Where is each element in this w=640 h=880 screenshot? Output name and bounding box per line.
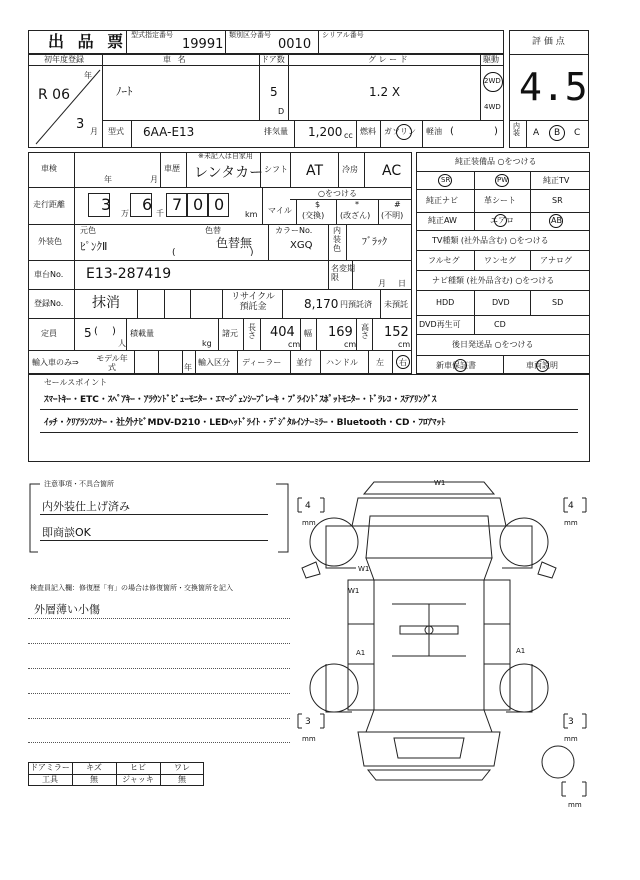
recycle-unit: 円預託済 xyxy=(340,300,372,309)
rear-fenders xyxy=(326,664,532,712)
mileage-label: 走行距離 xyxy=(33,200,65,209)
meter-hash: # xyxy=(394,200,401,209)
sheet-title: 出 品 票 xyxy=(48,32,128,51)
model-year-unit: 年 xyxy=(184,363,192,372)
steering-left: 左 xyxy=(376,358,384,367)
tire-lf-mm: mm xyxy=(302,519,316,527)
tire-bracket-spare xyxy=(562,782,586,796)
mark-w1-top: W1 xyxy=(434,479,446,487)
door-label: ドア数 xyxy=(261,55,285,64)
capacity-label: 定員 xyxy=(41,329,57,338)
chassis-value: E13-287419 xyxy=(86,266,172,282)
name-change-label: 名変期限 xyxy=(331,264,355,283)
meter-attach: ○をつける xyxy=(318,189,357,198)
width-cm: cm xyxy=(344,340,357,349)
left-mirror xyxy=(302,562,320,578)
model-value: 6AA-E13 xyxy=(143,125,195,139)
color-no-label: カラーNo. xyxy=(275,226,313,235)
type-cert-label: 型式指定番号 xyxy=(131,31,173,39)
import-class-label: 輸入区分 xyxy=(198,358,230,367)
right-mirror xyxy=(538,562,556,578)
rating-value: 4.5 xyxy=(519,65,588,109)
reg-year-unit: 年 xyxy=(84,71,92,80)
meter-unknown: (不明) xyxy=(381,211,404,220)
equip-ab: AB xyxy=(551,216,562,225)
tire-spare-mm: mm xyxy=(568,801,582,809)
right-rear-wheel xyxy=(500,664,548,712)
history-note: ※未記入は自家用 xyxy=(198,152,253,160)
recycle-label: リサイクル預託金 xyxy=(231,292,275,312)
car-name-label: 車 名 xyxy=(163,55,188,64)
first-reg-label: 初年度登録 xyxy=(44,55,84,64)
tire-bracket-lr xyxy=(298,714,302,728)
door-type: D xyxy=(278,107,285,116)
tire-bracket-lr-close xyxy=(320,714,324,728)
mileage-digit-2: 6 xyxy=(142,195,153,214)
sales-point-line-1: ｽﾏｰﾄｷｰ・ETC・ｽﾍﾟｱｷｰ・ｱﾗｳﾝﾄﾞﾋﾞｭｰﾓﾆﾀｰ・ｴﾏｰｼﾞｪﾝｼｰﾌﾞﾚｰｷ・ﾌﾞﾗｲﾝﾄﾞｽﾎﾟｯﾄﾓﾆﾀｰ・ﾄﾞﾗﾚｺ・ｽﾃｱﾘﾝｸﾞｽ xyxy=(44,395,437,405)
meter-mile: マイル xyxy=(268,206,292,215)
trunk xyxy=(358,732,500,766)
door-count: 5 xyxy=(270,85,278,99)
fuel-other-bracket-open: ( xyxy=(450,126,454,137)
inspection-month-unit: 月 xyxy=(150,175,158,184)
mileage-sen-unit: 千 xyxy=(156,209,164,218)
tv-oneseg: ワンセグ xyxy=(484,256,516,265)
reg-month: 3 xyxy=(76,117,85,132)
repaint-value: 色替無 xyxy=(216,236,253,250)
equip-pure-aw: 純正AW xyxy=(428,216,457,225)
later-manual-circle xyxy=(536,359,549,372)
chassis-label: 車台No. xyxy=(34,270,64,279)
equip-pure-tv: 純正TV xyxy=(543,176,570,185)
steering-right: 右 xyxy=(399,358,407,367)
mark-a1-left: A1 xyxy=(356,649,366,657)
meter-star: * xyxy=(355,200,359,209)
later-warranty-circle xyxy=(454,359,467,372)
notes-bracket xyxy=(28,478,290,558)
recycle-value: 8,170 xyxy=(304,297,339,311)
import-label: 輸入車のみ⇒ xyxy=(32,358,79,367)
left-front-wheel xyxy=(310,518,358,566)
mark-a1-right: A1 xyxy=(516,647,526,655)
model-year-label: モデル年式 xyxy=(96,354,128,372)
mileage-digit-5: 0 xyxy=(214,195,225,214)
grade-label: グ レ ー ド xyxy=(368,55,408,64)
width-label: 幅 xyxy=(304,329,312,338)
type-cert-value: 19991 xyxy=(182,37,224,52)
repaint-label: 色替 xyxy=(205,226,221,235)
navi-dvd: DVD xyxy=(492,298,510,307)
notes-line-1: 内外装仕上げ済み xyxy=(42,500,130,513)
right-front-fender xyxy=(502,526,532,568)
shift-value: AT xyxy=(306,163,324,179)
interior-label: 内装 xyxy=(513,122,520,137)
length-cm: cm xyxy=(288,340,301,349)
inspection-year-unit: 年 xyxy=(104,175,112,184)
repaint-paren-open: ( xyxy=(172,248,176,258)
drive-4wd: 4WD xyxy=(484,103,501,111)
reg-no-value: 抹消 xyxy=(92,295,120,311)
orig-color-value: ﾋﾟﾝｸⅡ xyxy=(80,240,108,253)
left-rear-wheel xyxy=(310,664,358,712)
inspector-label: 検査員記入欄：修復歴「有」の場合は修復箇所・交換箇所を記入 xyxy=(30,584,233,592)
serial-label: シリアル番号 xyxy=(322,31,364,39)
interior-color-value: ﾌﾞﾗｯｸ xyxy=(362,237,387,248)
meter-altered: (改ざん) xyxy=(340,211,371,220)
mark-w1-left: W1 xyxy=(348,587,360,595)
tire-lf-value: 4 xyxy=(305,501,311,511)
legend-break: ワレ xyxy=(174,763,190,772)
equip-aero-circle xyxy=(494,214,507,227)
steering-label: ハンドル xyxy=(326,358,358,367)
height-cm: cm xyxy=(398,340,411,349)
navi-sd: SD xyxy=(552,298,564,307)
fuel-other-bracket-close: ) xyxy=(494,126,498,137)
legend-scratch: キズ xyxy=(86,763,102,772)
length-value: 404 xyxy=(270,325,295,340)
tire-bracket-lf xyxy=(298,498,302,512)
interior-c: C xyxy=(574,128,581,138)
later-manual: 車両説明 xyxy=(526,361,558,370)
dimension-label: 諸元 xyxy=(222,329,238,338)
tire-bracket-rr xyxy=(582,714,586,728)
tire-lr-value: 3 xyxy=(305,717,311,727)
windshield xyxy=(366,558,492,580)
interior-a: A xyxy=(533,128,540,138)
equip-aero: エアロ xyxy=(490,216,514,225)
sales-point-label: セールスポイント xyxy=(44,378,108,387)
repaint-paren-close: ) xyxy=(250,248,254,258)
rear-bumper xyxy=(368,770,490,780)
right-front-wheel xyxy=(500,518,548,566)
tire-bracket-rf xyxy=(582,498,586,512)
mileage-digit-1: 3 xyxy=(101,195,112,214)
fuel-label: 燃料 xyxy=(360,127,376,136)
color-no-value: XGQ xyxy=(290,240,313,251)
equip-pure-navi: 純正ナビ xyxy=(426,196,458,205)
fuel-gasoline-circle xyxy=(396,124,412,140)
equip-pw: PW xyxy=(497,176,509,184)
drive-2wd: 2WD xyxy=(484,77,501,85)
front-bumper xyxy=(364,479,494,494)
mileage-digit-4: 0 xyxy=(193,195,204,214)
orig-color-label: 元色 xyxy=(80,226,96,235)
model-label: 型式 xyxy=(108,127,124,136)
tire-rr-value: 3 xyxy=(568,717,574,727)
capacity-paren-close: ) xyxy=(112,326,116,337)
reg-month-unit: 月 xyxy=(90,127,98,136)
tire-lr-mm: mm xyxy=(302,735,316,743)
reg-era: R 06 xyxy=(38,87,70,103)
tire-rf-value: 4 xyxy=(568,501,574,511)
drive-label: 駆動 xyxy=(483,55,499,64)
sales-point-line-2: ｲｯﾁ・ｸﾘｱﾗﾝｽｿﾅｰ・社外ﾅﾋﾞMDV-D210・LEDﾍｯﾄﾞﾗｲﾄ・ﾃﾞｼﾞﾀﾙｲﾝﾅｰﾐﾗｰ・Bluetooth・CD・ﾌﾛｱﾏｯﾄ xyxy=(44,418,446,428)
left-front-fender xyxy=(326,526,356,568)
legend-tools-value: 無 xyxy=(90,775,98,784)
mileage-man-unit: 万 xyxy=(121,209,129,218)
capacity-value: 5 xyxy=(84,326,92,340)
equip-sr-top: SR xyxy=(441,176,451,184)
notes-label: 注意事項・不具合箇所 xyxy=(44,480,114,488)
later-new-warranty: 新車保証書 xyxy=(436,361,476,370)
car-diagram xyxy=(296,476,596,816)
hood xyxy=(352,498,506,526)
load-kg: kg xyxy=(202,339,212,348)
interior-b: B xyxy=(554,128,561,138)
tire-rf-mm: mm xyxy=(564,519,578,527)
displacement-label: 排気量 xyxy=(264,127,288,136)
displacement-value: 1,200 xyxy=(308,125,343,139)
exterior-color-label: 外装色 xyxy=(38,237,62,246)
capacity-paren-open: ( xyxy=(94,326,98,337)
grade-value: 1.2 X xyxy=(369,85,401,99)
dvd-play: DVD再生可 xyxy=(419,320,461,329)
interior-color-label: 内装色 xyxy=(333,226,341,253)
navi-type-label: ナビ種類 (社外品含む) ○をつける xyxy=(432,276,555,285)
pure-equip-label: 純正装備品 ○をつける xyxy=(455,157,537,166)
load-label: 積載量 xyxy=(130,329,154,338)
legend-tools: 工具 xyxy=(42,775,58,784)
legend-jack: ジャッキ xyxy=(122,775,154,784)
tv-type-label: TV種類 (社外品含む) ○をつける xyxy=(432,236,549,245)
capacity-unit: 人 xyxy=(118,339,126,348)
class-value: 0010 xyxy=(278,37,312,52)
rating-label: 評 価 点 xyxy=(532,37,565,47)
trunk-plate xyxy=(394,738,464,758)
import-parallel: 並行 xyxy=(296,358,312,367)
navi-cd: CD xyxy=(494,320,506,329)
later-label: 後日発送品 ○をつける xyxy=(452,340,534,349)
tv-fullseg: フルセグ xyxy=(428,256,460,265)
inspection-label: 車検 xyxy=(41,164,57,173)
reg-no-label: 登録No. xyxy=(34,299,64,308)
fuel-gasoline: ガソリン xyxy=(384,127,416,136)
import-dealer: ディーラー xyxy=(242,358,282,367)
ac-value: AC xyxy=(382,163,402,179)
navi-hdd: HDD xyxy=(436,298,455,307)
ac-label: 冷房 xyxy=(342,165,358,174)
legend-jack-value: 無 xyxy=(178,775,186,784)
history-value: レンタカー xyxy=(194,165,264,181)
mileage-digit-3: 7 xyxy=(172,195,183,214)
legend-mirror: ドアミラー xyxy=(30,763,70,772)
cc-unit: cc xyxy=(344,131,353,140)
spare-wheel xyxy=(542,746,574,778)
tv-analog: アナログ xyxy=(540,256,572,265)
height-label: 高さ xyxy=(361,323,369,340)
height-value: 152 xyxy=(384,325,409,340)
equip-ab-circle xyxy=(549,214,563,228)
car-name-value: ﾉｰﾄ xyxy=(116,85,133,98)
recycle-unpaid: 未預託 xyxy=(384,300,408,309)
meter-swap: (交換) xyxy=(302,211,325,220)
name-change-day-unit: 日 xyxy=(398,279,406,288)
width-value: 169 xyxy=(328,325,353,340)
meter-dollar: $ xyxy=(315,200,321,209)
name-change-month-unit: 月 xyxy=(378,279,386,288)
km-unit: km xyxy=(245,210,258,219)
inspector-line-1: 外層薄い小傷 xyxy=(34,603,100,616)
equip-sr: SR xyxy=(552,196,563,205)
length-label: 長さ xyxy=(248,323,256,340)
hood-inner xyxy=(366,516,492,558)
legend-crack: ヒビ xyxy=(130,763,146,772)
tire-rr-mm: mm xyxy=(564,735,578,743)
shift-label: シフト xyxy=(264,165,288,174)
equip-leather: 革シート xyxy=(484,196,516,205)
mark-w1-mid: W1 xyxy=(358,565,370,573)
notes-line-2: 即商談OK xyxy=(42,526,91,539)
history-label: 車歴 xyxy=(164,164,180,173)
rear-window xyxy=(366,710,492,732)
fuel-oil-label: 軽油 xyxy=(426,127,442,136)
class-label: 類別区分番号 xyxy=(229,31,271,39)
tire-bracket-lf-close xyxy=(320,498,324,512)
